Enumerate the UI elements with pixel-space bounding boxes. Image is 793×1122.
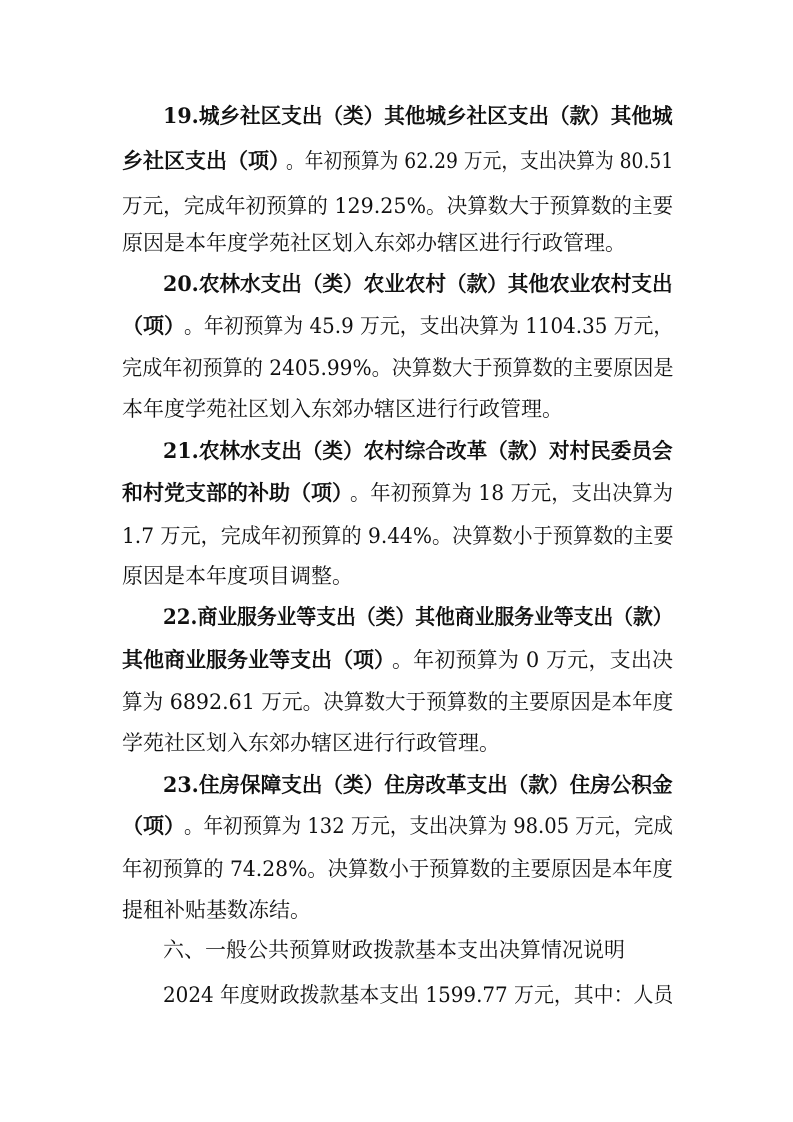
paragraph-line [0,975,793,1015]
section-22-text: 算为 6892.61 万元。决算数大于预算数的主要原因是本年度 [122,690,674,714]
section-20-line-3 [0,348,793,388]
section-19-text: 原因是本年度学苑社区划入东郊办辖区进行行政管理。 [122,231,626,255]
paragraph-text: 2024 年度财政拨款基本支出 1599.77 万元，其中：人员 [163,983,674,1007]
section-21-line-2 [0,473,793,513]
section-20-line-2 [0,306,793,346]
section-20-text: 。年初预算为 45.9 万元，支出决算为 1104.35 万元， [184,314,674,338]
section-21-text: 原因是本年度项目调整。 [122,564,353,588]
section-22-text: 学苑社区划入东郊办辖区进行行政管理。 [122,731,500,755]
section-23-line-2 [0,806,793,846]
section-23-line-4 [0,890,793,930]
section-22-text: 。年初预算为 0 万元，支出决 [392,648,673,672]
section-22-title-cont: 其他商业服务业等支出（项） [122,647,395,672]
section-22-line-3 [0,682,793,722]
section-19-line-1 [0,96,793,136]
section-19-title: 19.城乡社区支出（类）其他城乡社区支出（款）其他城 [163,103,673,128]
section-23-title-cont: （项） [122,813,185,838]
section-20-line-4 [0,389,793,429]
section-21-title: 21.农林水支出（类）农村综合改革（款）对村民委员会 [163,438,673,463]
section-22-line-2 [0,640,793,680]
section-20-title-cont: （项） [122,313,185,338]
section-22-title: 22.商业服务业等支出（类）其他商业服务业等支出（款） [163,604,673,629]
section-23-title: 23.住房保障支出（类）住房改革支出（款）住房公积金 [163,772,673,797]
section-19-line-2 [0,141,793,181]
section-23-text: 。年初预算为 132 万元，支出决算为 98.05 万元，完成 [184,814,673,838]
section-21-line-4 [0,556,793,596]
section-heading-line [0,930,793,970]
section-20-text: 完成年初预算的 2405.99%。决算数大于预算数的主要原因是 [122,356,674,380]
section-20-line-1 [0,264,793,304]
section-21-line-3 [0,516,793,556]
section-19-line-3 [0,186,793,226]
section-19-line-4 [0,223,793,263]
section-23-text: 年初预算的 74.28%。决算数小于预算数的主要原因是本年度 [122,857,673,881]
section-19-text: 万元，完成年初预算的 129.25%。决算数大于预算数的主要 [122,194,674,218]
section-19-title-cont: 乡社区支出（项） [122,148,290,173]
section-22-line-4 [0,723,793,763]
section-23-line-3 [0,849,793,889]
section-20-text: 本年度学苑社区划入东郊办辖区进行行政管理。 [122,397,563,421]
section-19-text: 。年初预算为 62.29 万元，支出决算为 80.51 [286,149,674,173]
section-heading: 六、一般公共预算财政拨款基本支出决算情况说明 [163,938,625,962]
section-23-text: 提租补贴基数冻结。 [122,898,311,922]
section-21-text: 1.7 万元，完成年初预算的 9.44%。决算数小于预算数的主要 [122,524,674,548]
section-21-text: 。年初预算为 18 万元，支出决算为 [350,481,674,505]
section-21-line-1 [0,431,793,471]
section-23-line-1 [0,765,793,805]
section-22-line-1 [0,597,793,637]
section-20-title: 20.农林水支出（类）农业农村（款）其他农业农村支出 [163,271,673,296]
section-21-title-cont: 和村党支部的补助（项） [122,480,353,505]
